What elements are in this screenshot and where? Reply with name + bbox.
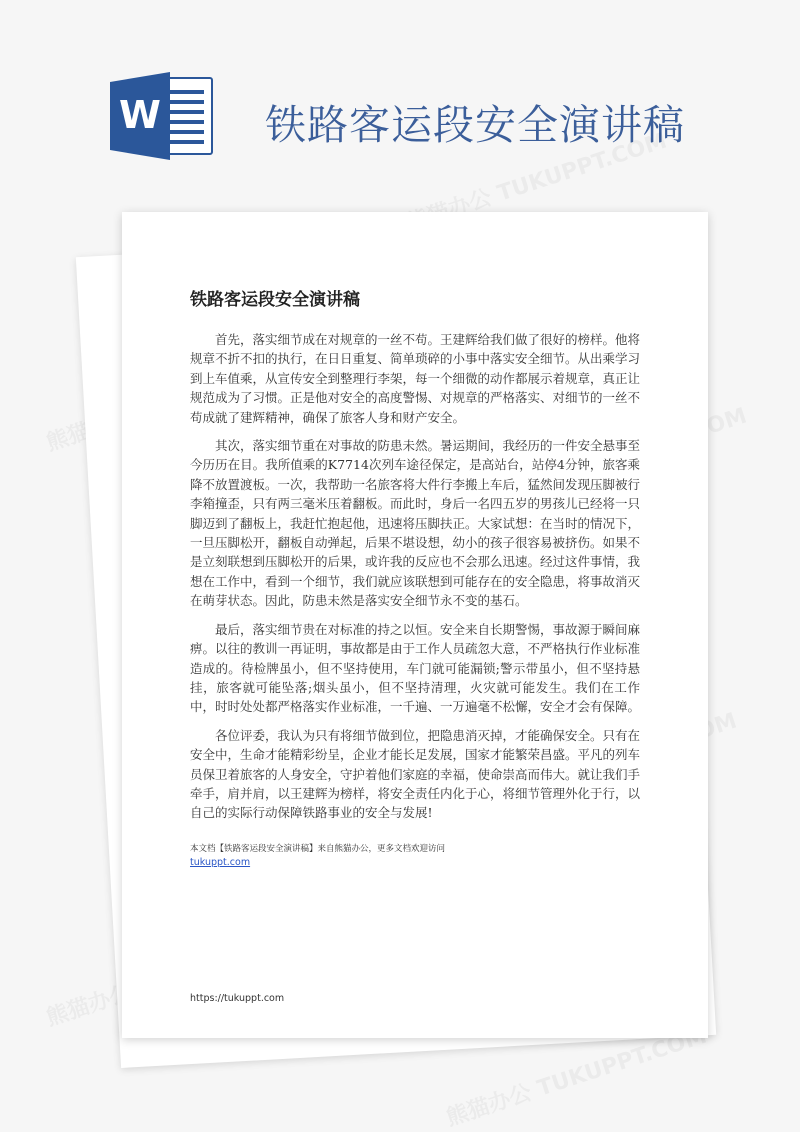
paragraph: 最后，落实细节贵在对标准的持之以恒。安全来自长期警惕，事故源于瞬间麻痹。以往的教训一再证明，事故都是由于工作人员疏忽大意，不严格执行作业标准造成的。待检牌虽小，但不坚持使用，车门就可能漏锁;警示带虽小，但不坚持悬挂，旅客就可能坠落;烟头虽小，但不坚持清理，火灾就可能发生。我们在工作中，时时处处都严格落实作业标准，一千遍、一万遍毫不松懈，安全才会有保障。 <box>190 621 641 715</box>
paragraph: 各位评委，我认为只有将细节做到位，把隐患消灭掉，才能确保安全。只有在安全中，生命才能精彩纷呈，企业才能长足发展，国家才能繁荣昌盛。平凡的列车员保卫着旅客的人身安全，守护着他们家庭的幸福，使命崇高而伟大。就让我们手牵手，肩并肩，以王建辉为榜样，将安全责任内化于心，将细节管理外化于行，以自己的实际行动保障铁路事业的安全与发展! <box>190 727 641 821</box>
paragraph: 其次，落实细节重在对事故的防患未然。暑运期间，我经历的一件安全悬事至今历历在目。我所值乘的K7714次列车途径保定，是高站台，站停4分钟，旅客乘降不放置渡板。一次，我帮助一名旅客将大件行李搬上车后，猛然间发现压脚被行李箱撞歪，只有两三毫米压着翻板。而此时，身后一名四五岁的男孩儿已经将一只脚迈到了翻板上，我赶忙抱起他，迅速将压脚扶正。大家试想：在当时的情况下，一旦压脚松开，翻板自动弹起，后果不堪设想，幼小的孩子很容易被挤伤。如果不是立刻联想到压脚松开的后果，或许我的反应也不会那么迅速。经过这件事情，我想在工作中，看到一个细节，我们就应该联想到可能存在的安全隐患，将事故消灭在萌芽状态。因此，防患未然是落实安全细节永不变的基石。 <box>190 438 641 609</box>
document-title: 铁路客运段安全演讲稿 <box>190 290 360 310</box>
footer-url: https://tukuppt.com <box>190 993 285 1004</box>
page-title: 铁路客运段安全演讲稿 <box>265 101 685 149</box>
source-link[interactable]: tukuppt.com <box>190 857 251 868</box>
word-document-icon <box>110 72 214 160</box>
word-logo-letter: W <box>119 93 161 137</box>
document-body <box>190 330 640 832</box>
paragraph: 首先，落实细节成在对规章的一丝不苟。王建辉给我们做了很好的榜样。他将规章不折不扣的执行，在日日重复、简单琐碎的小事中落实安全细节。从出乘学习到上车值乘，从宣传安全到整理行李架，每一个细微的动作都展示着规章，真正让规范成为了习惯。正是他对安全的高度警惕、对规章的严格落实、对细节的一丝不苟成就了建辉精神，确保了旅客人身和财产安全。 <box>190 332 641 425</box>
source-note <box>190 843 445 869</box>
document-page <box>122 212 708 1038</box>
source-note-text: 本文档【铁路客运段安全演讲稿】来自熊猫办公，更多文档欢迎访问 <box>190 844 446 854</box>
